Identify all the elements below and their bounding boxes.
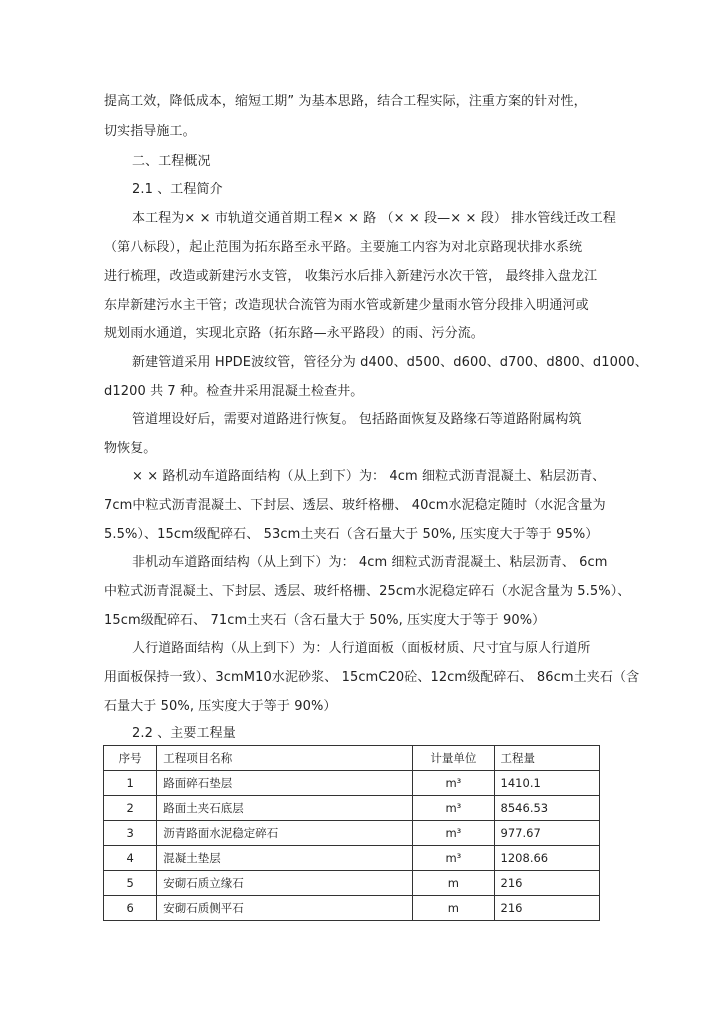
cell-unit: m³: [413, 796, 494, 821]
cell-no: 3: [104, 821, 157, 846]
paragraph-line: 规划雨水通道，实现北京路（拓东路—永平路段）的雨、污分流。: [104, 326, 484, 341]
header-no: 序号: [104, 746, 157, 771]
paragraph-line: 本工程为× × 市轨道交通首期工程× × 路 （× × 段—× × 段） 排水管线迁改工程: [132, 211, 616, 226]
paragraph-line: 人行道路面结构（从上到下）为：人行道面板（面板材质、尺寸宜与原人行道所: [132, 641, 591, 656]
table-row: [104, 821, 600, 846]
paragraph-line: 物恢复。: [104, 441, 157, 456]
cell-unit: m³: [413, 846, 494, 871]
cell-item-name: 安砌石质立缘石: [157, 871, 413, 896]
table-header-row: [104, 746, 600, 771]
table-row: [104, 796, 600, 821]
table-row: [104, 771, 600, 796]
header-item-name: 工程项目名称: [157, 746, 413, 771]
header-unit: 计量单位: [413, 746, 494, 771]
cell-unit: m: [413, 896, 494, 921]
intro-line-1: 提高工效，降低成本，缩短工期” 为基本思路，结合工程实际，注重方案的针对性，: [104, 94, 587, 109]
cell-unit: m³: [413, 821, 494, 846]
cell-quantity: 977.67: [494, 821, 599, 846]
paragraph-line: 石量大于 50%, 压实度大于等于 90%）: [104, 699, 337, 714]
cell-item-name: 混凝土垫层: [157, 846, 413, 871]
paragraph-line: 管道埋设好后，需要对道路进行恢复。 包括路面恢复及路缘石等道路附属构筑: [132, 412, 582, 427]
paragraph-line: × × 路机动车道路面结构（从上到下）为： 4cm 细粒式沥青混凝土、粘层沥青、: [132, 469, 606, 484]
subsection-title-intro: 2.1 、工程简介: [132, 182, 223, 197]
section-title-overview: 二、工程概况: [132, 154, 211, 169]
cell-no: 5: [104, 871, 157, 896]
cell-quantity: 1208.66: [494, 846, 599, 871]
table-row: [104, 896, 600, 921]
paragraph-line: 用面板保持一致）、3cmM10水泥砂浆、 15cmC20砼、12cm级配碎石、 86cm土夹石（含: [104, 670, 640, 685]
cell-quantity: 8546.53: [494, 796, 599, 821]
paragraph-line: d1200 共 7 种。检查井采用混凝土检查井。: [104, 384, 364, 399]
paragraph-line: 7cm中粒式沥青混凝土、下封层、透层、玻纤格栅、 40cm水泥稳定随时（水泥含量为: [104, 498, 606, 513]
cell-no: 4: [104, 846, 157, 871]
intro-line-2: 切实指导施工。: [104, 124, 196, 139]
paragraph-line: （第八标段），起止范围为拓东路至永平路。主要施工内容为对北京路现状排水系统: [104, 240, 583, 255]
paragraph-line: 15cm级配碎石、 71cm土夹石（含石量大于 50%, 压实度大于等于 90%）: [104, 613, 546, 628]
cell-unit: m: [413, 871, 494, 896]
paragraph-line: 非机动车道路面结构（从上到下）为： 4cm 细粒式沥青混凝土、粘层沥青、 6cm: [132, 555, 608, 570]
cell-item-name: 路面碎石垫层: [157, 771, 413, 796]
cell-unit: m³: [413, 771, 494, 796]
paragraph-line: 中粒式沥青混凝土、下封层、透层、玻纤格栅、25cm水泥稳定碎石（水泥含量为 5.5%）、: [104, 584, 631, 599]
table-row: [104, 846, 600, 871]
header-quantity: 工程量: [494, 746, 599, 771]
paragraph-line: 进行梳理，改造或新建污水支管， 收集污水后排入新建污水次干管， 最终排入盘龙江: [104, 269, 598, 284]
cell-quantity: 216: [494, 896, 599, 921]
paragraph-line: 东岸新建污水主干管；改造现状合流管为雨水管或新建少量雨水管分段排入明通河或: [104, 298, 589, 313]
cell-no: 1: [104, 771, 157, 796]
cell-quantity: 216: [494, 871, 599, 896]
table-row: [104, 871, 600, 896]
cell-item-name: 安砌石质侧平石: [157, 896, 413, 921]
paragraph-line: 新建管道采用 HPDE波纹管，管径分为 d400、d500、d600、d700、d800、d1000、: [132, 355, 648, 370]
subsection-title-quantities: 2.2 、主要工程量: [132, 726, 236, 741]
paragraph-line: 5.5%）、15cm级配碎石、 53cm土夹石（含石量大于 50%, 压实度大于等于 95%）: [104, 527, 599, 542]
cell-quantity: 1410.1: [494, 771, 599, 796]
cell-no: 2: [104, 796, 157, 821]
cell-no: 6: [104, 896, 157, 921]
cell-item-name: 路面土夹石底层: [157, 796, 413, 821]
cell-item-name: 沥青路面水泥稳定碎石: [157, 821, 413, 846]
quantities-table: [103, 745, 600, 921]
